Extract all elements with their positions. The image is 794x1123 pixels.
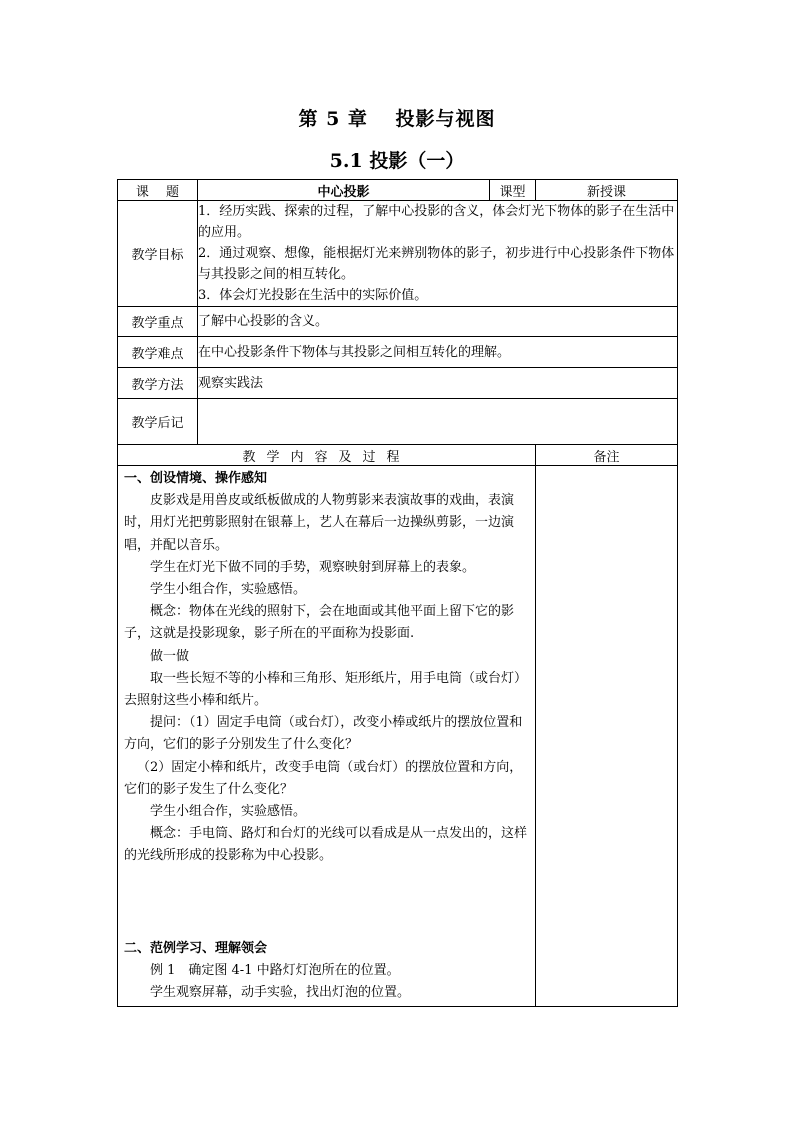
topic-label: 课 题 [118,180,198,201]
section2-heading: 二、范例学习、理解领会 [124,940,268,956]
type-value: 新授课 [536,180,678,201]
goals-label: 教学目标 [118,201,198,307]
focus-label: 教学重点 [118,307,198,337]
process-content [118,466,536,1007]
notes-after-value [198,399,678,445]
chapter-title: 第 5 章 投影与视图 [298,108,496,130]
paragraph: 概念：手电筒、路灯和台灯的光线可以看成是从一点发出的，这样的光线所形成的投影称为中心投影。 [124,826,528,864]
paragraph: 学生小组合作，实验感悟。 [150,804,307,820]
method-value: 观察实践法 [198,368,678,399]
goal-item: 1．经历实践、探索的过程，了解中心投影的含义，体会灯光下物体的影子在生活中的应用。 [198,204,675,240]
goals-row [118,201,678,307]
notes-after-label: 教学后记 [118,399,198,445]
content-row [118,466,678,1007]
process-header: 教学内容及过程 [118,445,536,466]
topic-row [118,180,678,201]
paragraph: 学生观察屏幕，动手实验，找出灯泡的位置。 [150,985,411,1001]
notes-after-row [118,399,678,445]
focus-value: 了解中心投影的含义。 [198,307,678,337]
paragraph: 提问：（1）固定手电筒（或台灯），改变小棒或纸片的摆放位置和方向，它们的影子分别发生了什么变化？ [124,715,523,753]
section-title: 5.1 投影（一） [329,150,465,172]
goal-item: 3．体会灯光投影在生活中的实际价值。 [198,288,428,303]
difficulty-row [118,337,678,368]
paragraph: 例 1 确定图 4-1 中路灯灯泡所在的位置。 [150,962,400,978]
difficulty-value: 在中心投影条件下物体与其投影之间相互转化的理解。 [198,337,678,368]
goal-item: 2．通过观察、想像，能根据灯光来辨别物体的影子，初步进行中心投影条件下物体与其投影之间的相互转化。 [198,246,675,282]
section1-heading: 一、创设情境、操作感知 [124,471,268,486]
topic-value: 中心投影 [198,180,490,201]
focus-row [118,307,678,337]
goals-cell [198,201,678,307]
remarks-header: 备注 [536,445,678,466]
paragraph: 取一些长短不等的小棒和三角形、矩形纸片，用手电筒（或台灯）去照射这些小棒和纸片。 [124,670,528,709]
process-header-row [118,445,678,466]
spacer [124,868,529,938]
paragraph: 学生在灯光下做不同的手势，观察映射到屏幕上的表象。 [150,559,476,575]
remarks-content [536,466,678,1007]
paragraph: （2）固定小棒和纸片，改变手电筒（或台灯）的摆放位置和方向，它们的影子发生了什么变化？ [124,759,523,797]
paragraph: 概念：物体在光线的照射下，会在地面或其他平面上留下它的影子，这就是投影现象，影子所在的平面称为投影面. [124,604,515,642]
paragraph: 皮影戏是用兽皮或纸板做成的人物剪影来表演故事的戏曲，表演时，用灯光把剪影照射在银幕上，艺人在幕后一边操纵剪影，一边演唱，并配以音乐。 [124,493,515,553]
type-label: 课型 [490,180,536,201]
method-row [118,368,678,399]
paragraph: 学生小组合作，实验感悟。 [150,582,307,598]
method-label: 教学方法 [118,368,198,399]
lesson-plan-table [117,179,678,1007]
paragraph: 做一做 [150,648,190,664]
difficulty-label: 教学难点 [118,337,198,368]
